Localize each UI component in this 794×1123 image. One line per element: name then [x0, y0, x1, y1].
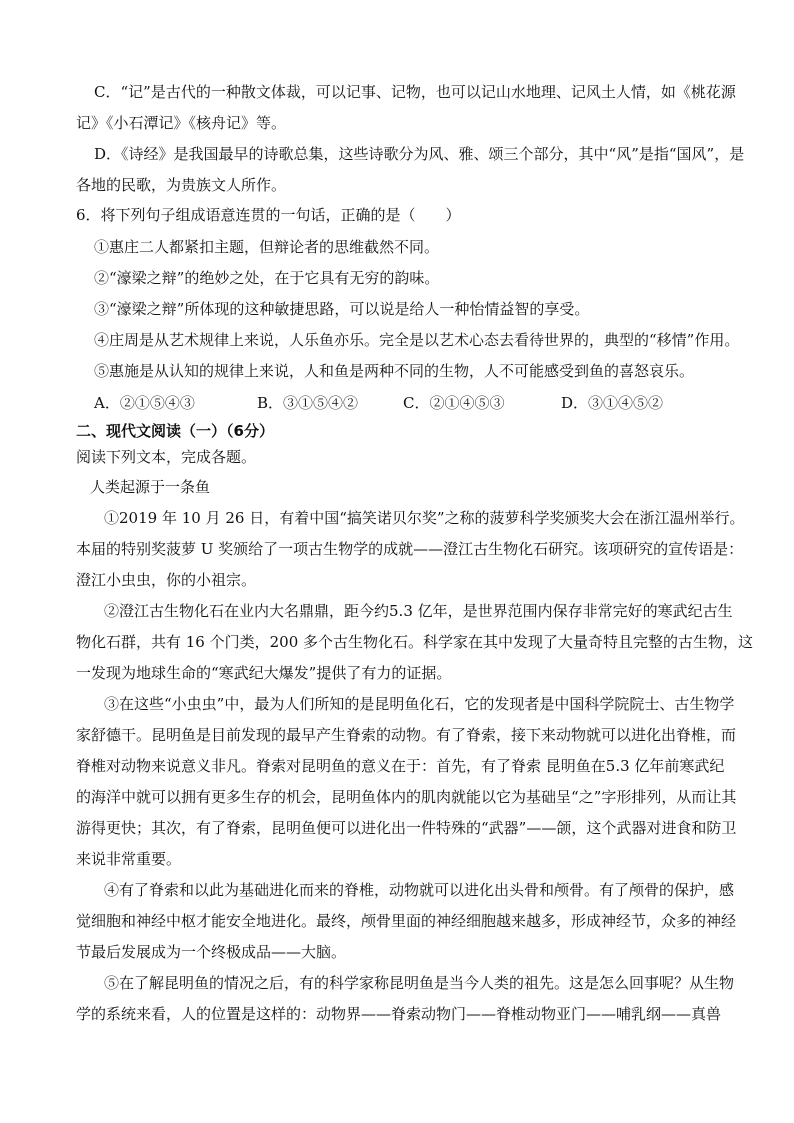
paragraph-3-line-6: 来说非常重要。 — [76, 850, 182, 868]
paragraph-2-line-2: 物化石群，共有 16 个门类，200 多个古生物化石。科学家在其中发现了大量奇特且完整的古生物，这 — [76, 633, 754, 651]
paragraph-3-line-5: 游得更快；其次，有了脊索，昆明鱼便可以进化出一件特殊的“武器”——颌，这个武器对进食和防卫 — [76, 819, 737, 837]
question-6-stem: 6．将下列句子组成语意连贯的一句话，正确的是（ ） — [76, 206, 461, 224]
sentence-3: ③“濠梁之辩”所体现的这种敏捷思路，可以说是给人一种怡情益智的享受。 — [94, 300, 590, 318]
paragraph-4-line-1: ④有了脊索和以此为基础进化而来的脊椎，动物就可以进化出头骨和颅骨。有了颅骨的保护，感 — [104, 881, 735, 899]
paragraph-4-line-3: 节最后发展成为一个终极成品——大脑。 — [76, 943, 347, 961]
paragraph-3-line-3: 脊椎对动物来说意义非凡。脊索对昆明鱼的意义在于：首先，有了脊索 昆明鱼在5.3 亿年前寒武纪 — [76, 757, 725, 775]
paragraph-1-line-2: 本届的特别奖菠萝 U 奖颁给了一项古生物学的成就——澄江古生物化石研究。该项研究的宣传语是： — [76, 540, 744, 558]
option-b[interactable]: B．③①⑤④② — [257, 394, 359, 412]
paragraph-3-line-2: 家舒德干。昆明鱼是目前发现的最早产生脊索的动物。有了脊索，接下来动物就可以进化出脊椎，而 — [76, 726, 737, 744]
option-d[interactable]: D．③①④⑤② — [561, 394, 664, 412]
article-title: 人类起源于一条鱼 — [90, 478, 211, 496]
option-d-line-1: D．《诗经》是我国最早的诗歌总集，这些诗歌分为风、雅、颂三个部分，其中“风”是指“国风”，是 — [94, 145, 745, 163]
paragraph-5-line-1: ⑤在了解昆明鱼的情况之后，有的科学家称昆明鱼是当今人类的祖先。这是怎么回事呢？从生物 — [104, 974, 735, 992]
paragraph-3-line-4: 的海洋中就可以拥有更多生存的机会，昆明鱼体内的肌肉就能以它为基础呈“之”字形排列，从而让其 — [76, 788, 737, 806]
instruction-text: 阅读下列文本，完成各题。 — [76, 448, 257, 466]
paragraph-2-line-1: ②澄江古生物化石在业内大名鼎鼎，距今约5.3 亿年，是世界范围内保存非常完好的寒武纪古生 — [104, 602, 733, 620]
option-c-line-2: 记》《小石潭记》《核舟记》等。 — [76, 114, 287, 132]
sentence-2: ②“濠梁之辩”的绝妙之处，在于它具有无穷的韵味。 — [94, 269, 440, 287]
option-c[interactable]: C．②①④⑤③ — [403, 394, 505, 412]
sentence-4: ④庄周是从艺术规律上来说，人乐鱼亦乐。完全是以艺术心态去看待世界的，典型的“移情”作用。 — [94, 331, 740, 349]
option-a[interactable]: A．②①⑤④③ — [94, 394, 195, 412]
option-c-line-1: C．“记”是古代的一种散文体裁，可以记事、记物，也可以记山水地理、记风土人情，如《桃花源 — [94, 83, 736, 101]
paragraph-4-line-2: 觉细胞和神经中枢才能安全地进化。最终，颅骨里面的神经细胞越来越多，形成神经节，众多的神经 — [76, 912, 737, 930]
paragraph-5-line-2: 学的系统来看，人的位置是这样的：动物界——脊索动物门——脊椎动物亚门——哺乳纲——真兽 — [76, 1005, 722, 1023]
paragraph-1-line-3: 澄江小虫虫，你的小祖宗。 — [76, 571, 257, 589]
sentence-5: ⑤惠施是从认知的规律上来说，人和鱼是两种不同的生物，人不可能感受到鱼的喜怒哀乐。 — [94, 362, 695, 380]
option-d-line-2: 各地的民歌，为贵族文人所作。 — [76, 176, 287, 194]
paragraph-3-line-1: ③在这些“小虫虫”中，最为人们所知的是昆明鱼化石，它的发现者是中国科学院院士、古生物学 — [104, 695, 735, 713]
paragraph-1-line-1: ①2019 年 10 月 26 日，有着中国“搞笑诺贝尔奖”之称的菠萝科学奖颁奖大会在浙江温州举行。 — [104, 509, 745, 527]
sentence-1: ①惠庄二人都紧扣主题，但辩论者的思维截然不同。 — [94, 238, 440, 256]
paragraph-2-line-3: 一发现为地球生命的“寒武纪大爆发”提供了有力的证据。 — [76, 664, 452, 682]
section-title: 二、现代文阅读（一）（6分） — [76, 422, 274, 440]
